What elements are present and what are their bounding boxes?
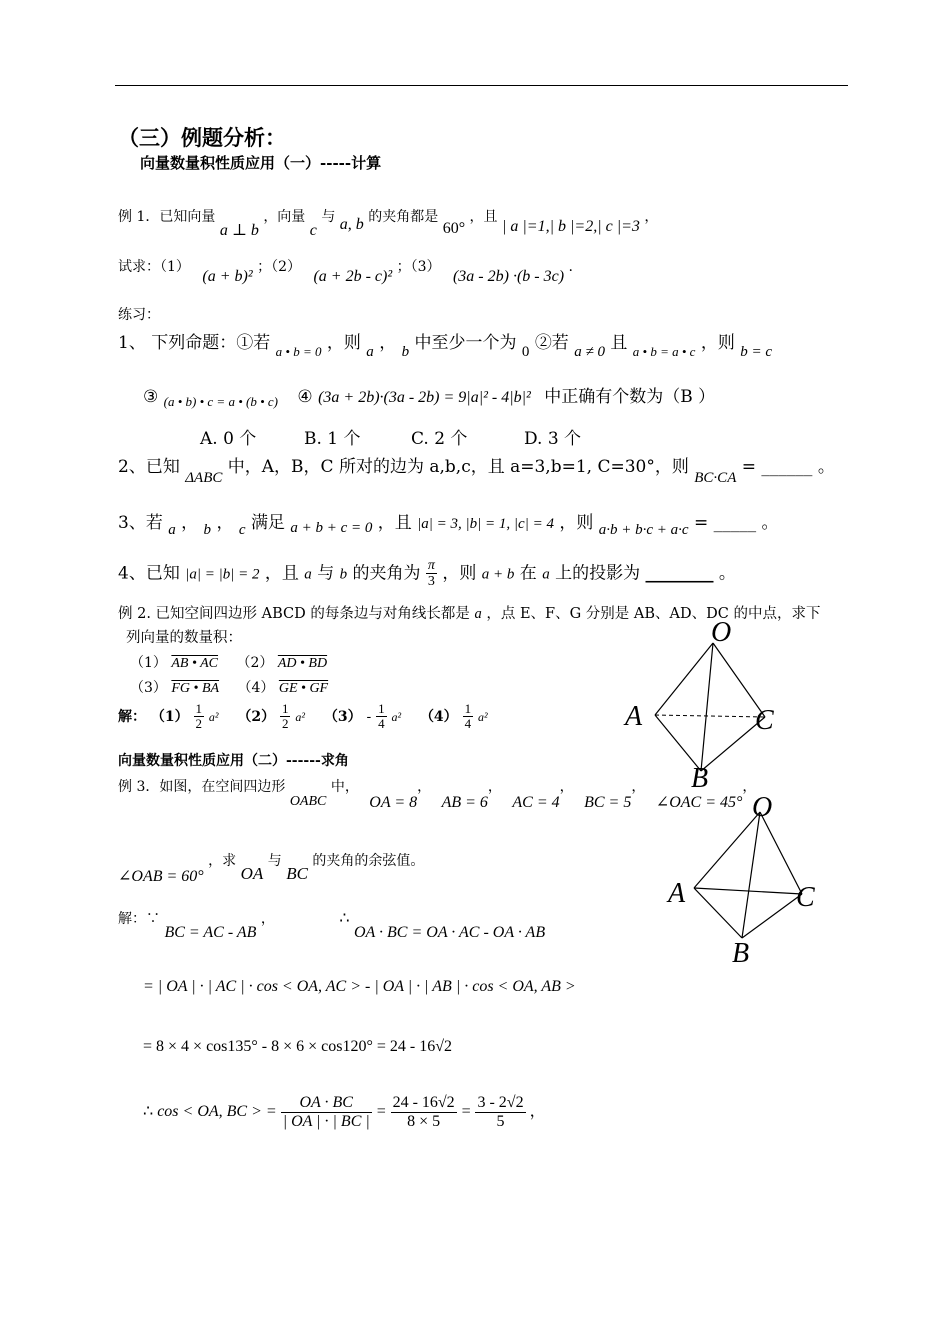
expr-sum-zero: a + b + c = 0 xyxy=(290,520,373,536)
expr-dot-sum: a·b + b·c + a·c xyxy=(598,522,689,538)
text: ②若 xyxy=(534,333,569,353)
magnitudes: |a| = 3, |b| = 1, |c| = 4 xyxy=(417,516,554,532)
text: 满足 xyxy=(250,513,285,533)
text: ；（2） xyxy=(257,259,301,275)
choice-b: B. 1 个 xyxy=(304,429,361,449)
perp-expr: a ⊥ b xyxy=(219,222,259,239)
minus-sign: - xyxy=(366,708,372,725)
numerator: 24 - 16√2 xyxy=(392,1094,455,1111)
text: ，且 xyxy=(264,563,299,584)
vector-sum: a + b xyxy=(481,566,515,583)
practice-1-line-2 xyxy=(143,382,715,407)
text: 试求：（1） xyxy=(118,259,190,275)
expr-fg-ba: FG • BA xyxy=(171,681,220,696)
tetrahedron-figure-2 xyxy=(660,790,840,970)
a-squared: a² xyxy=(208,709,219,724)
fraction-dot-over-mags xyxy=(281,1094,372,1130)
equals: = xyxy=(460,1102,472,1120)
header-rule xyxy=(115,85,848,86)
expr-ab-eq-ac: a • b = a • c xyxy=(632,344,696,359)
eq-bc-decomp: BC = AC - AB xyxy=(164,924,257,941)
practice-1-line-1 xyxy=(118,328,773,360)
label-b: B xyxy=(691,763,709,794)
example-3-line-2 xyxy=(118,850,425,885)
practice-3 xyxy=(118,508,779,538)
expr-difference: (3a + 2b)·(3a - 2b) = 9|a|² - 4|b|² xyxy=(318,389,531,406)
a-squared: a² xyxy=(477,709,488,724)
text: 的夹角的余弦值。 xyxy=(312,853,425,869)
magnitudes: | a |=1,| b |=2,| c |=3 xyxy=(502,218,640,235)
text: ， xyxy=(529,1102,546,1120)
subsection-title-1: 向量数量积性质应用（一）-----计算 xyxy=(140,154,382,172)
ac-length: AC = 4 xyxy=(512,794,560,811)
text: 中，A，B，C 所对的边为 a,b,c，且 a=3,b=1, C=30°，则 xyxy=(227,457,689,477)
question-2-expr: (a + 2b - c)² xyxy=(313,268,393,285)
label-a: A xyxy=(625,701,643,732)
numerator: 1 xyxy=(378,701,385,716)
vectors-ab: a, b xyxy=(339,216,364,233)
numerator: OA · BC xyxy=(281,1094,372,1113)
answer-blank: ________ xyxy=(645,563,714,584)
magnitude-condition: |a| = |b| = 2 xyxy=(185,566,260,583)
text: ，且 xyxy=(469,209,498,225)
text: ， xyxy=(487,779,502,795)
vector-b: b xyxy=(339,566,348,583)
text: 。 xyxy=(718,563,736,584)
text: ， xyxy=(216,513,234,533)
text: 例 3．如图，在空间四边形 xyxy=(118,779,286,795)
label-o: O xyxy=(711,617,732,648)
variable-a: a xyxy=(474,606,482,622)
fraction-half xyxy=(280,702,291,732)
practice-label: 练习： xyxy=(118,307,160,323)
label-a: A xyxy=(668,878,686,909)
text: ；（3） xyxy=(396,259,441,275)
fraction-pi-over-3 xyxy=(426,558,437,590)
fraction-quarter xyxy=(376,702,387,732)
example-1-questions xyxy=(118,256,573,285)
text: ，则 xyxy=(559,513,594,533)
expr-ad-bd: AD • BD xyxy=(277,656,328,671)
text: ， xyxy=(260,911,275,927)
text: ， xyxy=(379,333,397,353)
text: （2） xyxy=(237,708,276,725)
text: （2） xyxy=(236,655,274,671)
text: 。 xyxy=(817,457,835,477)
text: （3） xyxy=(130,680,167,696)
answer-blank: _____ xyxy=(713,513,757,533)
text: ，求 xyxy=(208,853,237,869)
angle-oac: ∠OAC = 45° xyxy=(655,794,743,811)
practice-4 xyxy=(118,558,736,590)
text: 中至少一个为 xyxy=(414,333,517,353)
numerator: 1 xyxy=(281,701,289,716)
text: 例 2. 已知空间四边形 ABCD 的每条边与对角线长都是 xyxy=(118,606,470,622)
text: 4、已知 xyxy=(118,563,180,584)
solution-3-line-2: = | OA | · | AC | · cos < OA, AC > - | OA | · | AB | · cos < OA, AB > xyxy=(143,978,576,995)
text: 的夹角都是 xyxy=(368,209,439,225)
text: ，向量 xyxy=(263,209,306,225)
denominator: 8 × 5 xyxy=(407,1112,441,1130)
solution-3-line-1 xyxy=(118,908,546,941)
vector-a: a xyxy=(366,344,374,360)
triangle-abc: ΔABC xyxy=(185,470,223,486)
denominator: 3 xyxy=(427,574,435,590)
text: 3、若 xyxy=(118,513,163,533)
text: ， xyxy=(181,513,199,533)
a-squared: a² xyxy=(391,709,402,724)
eq-dot-expansion: OA · BC = OA · AC - OA · AB xyxy=(353,924,546,941)
angle-oab: ∠OAB = 60° xyxy=(118,868,204,885)
example-1-line xyxy=(118,206,659,239)
text: ， xyxy=(631,779,646,795)
denominator: 4 xyxy=(378,716,385,732)
fraction-simplified xyxy=(475,1094,525,1130)
text: ， xyxy=(559,779,574,795)
quad-oabc: OABC xyxy=(289,794,327,809)
choice-a: A. 0 个 xyxy=(200,429,257,449)
therefore-symbol: ∴ xyxy=(339,908,350,927)
text: 。 xyxy=(761,513,779,533)
solution-3-line-4 xyxy=(143,1094,546,1130)
denominator: 5 xyxy=(496,1112,505,1130)
text: 2、已知 xyxy=(118,457,180,477)
numerator: 1 xyxy=(195,701,202,716)
text: （1） xyxy=(150,708,189,725)
zero: 0 xyxy=(521,344,530,360)
numerator: π xyxy=(427,558,435,573)
denominator: 2 xyxy=(195,716,202,732)
expr-ab-ac: AB • AC xyxy=(171,656,219,671)
choice-d: D. 3 个 xyxy=(524,429,582,449)
equals: = xyxy=(375,1102,387,1120)
vector-b: b xyxy=(203,522,212,538)
text: = xyxy=(693,513,709,533)
solution-label: 解：∵ xyxy=(118,911,160,927)
section-title: （三）例题分析： xyxy=(118,125,286,150)
vector-c: c xyxy=(309,222,317,239)
example-2-line-2: 列向量的数量积： xyxy=(126,630,242,646)
example-2-questions-row-1 xyxy=(130,652,327,672)
vector-oa: OA xyxy=(240,864,264,883)
text: 1、 下列命题：①若 xyxy=(118,333,271,353)
expr-a-nonzero: a ≠ 0 xyxy=(574,344,605,360)
vector-b: b xyxy=(401,344,410,360)
expr-b-eq-c: b = c xyxy=(740,344,773,360)
solution-3-line-3: = 8 × 4 × cos135° - 8 × 6 × cos120° = 24 - 16√2 xyxy=(143,1038,453,1055)
angle-value: 60° xyxy=(442,220,466,237)
text: ，则 xyxy=(700,333,735,353)
expr-associative: (a • b) • c = a • (b • c) xyxy=(163,394,278,409)
expr-ab-zero: a • b = 0 xyxy=(275,344,322,359)
example-2-solution xyxy=(118,702,488,732)
fraction-numeric xyxy=(391,1094,457,1130)
denominator: 4 xyxy=(464,716,472,732)
text: （1） xyxy=(130,655,167,671)
text: 与 xyxy=(267,853,282,869)
text: ，点 E、F、G 分别是 AB、AD、DC 的中点，求下 xyxy=(486,606,821,622)
practice-2 xyxy=(118,452,835,486)
question-3-expr: (3a - 2b) ·(b - 3c) xyxy=(452,268,565,285)
text: ，且 xyxy=(377,513,412,533)
example-2-questions-row-2 xyxy=(130,677,328,697)
label-o: O xyxy=(752,792,773,823)
bc-length: BC = 5 xyxy=(584,794,632,811)
vector-a: a xyxy=(542,566,550,583)
label-b: B xyxy=(732,938,750,969)
expr-ge-gf: GE • GF xyxy=(278,681,329,696)
choice-c: C. 2 个 xyxy=(411,429,468,449)
text: 上的投影为 xyxy=(555,563,641,584)
denominator: 2 xyxy=(281,716,289,732)
label-c: C xyxy=(755,705,774,736)
text: ， xyxy=(742,779,757,795)
denominator: | OA | · | BC | xyxy=(282,1112,370,1130)
text: ③ xyxy=(143,387,159,407)
text: （3） xyxy=(323,708,362,725)
fraction-half xyxy=(194,702,205,732)
a-squared: a² xyxy=(295,709,305,724)
text: 例 1．已知向量 xyxy=(118,209,216,225)
text: 与 xyxy=(317,563,335,584)
vector-a: a xyxy=(304,566,312,583)
vector-a: a xyxy=(168,522,176,538)
text: 中正确有个数为（B ） xyxy=(544,387,716,407)
text: 中， xyxy=(330,779,359,795)
text: 的夹角为 xyxy=(352,563,421,584)
text: （4） xyxy=(419,708,458,725)
text: ④ xyxy=(297,387,313,407)
text: ，则 xyxy=(442,563,477,584)
text: 与 xyxy=(321,209,336,225)
text: 且 xyxy=(610,333,628,353)
tetrahedron-figure-1 xyxy=(615,615,795,795)
label-c: C xyxy=(796,882,815,913)
numerator: 3 - 2√2 xyxy=(477,1094,524,1111)
text: ， xyxy=(417,779,432,795)
question-1-expr: (a + b)² xyxy=(202,268,253,285)
answer-blank: ______ xyxy=(761,457,813,477)
therefore-symbol: ∴ xyxy=(143,1102,154,1120)
text: ， xyxy=(644,209,659,225)
solution-label: 解： xyxy=(118,708,146,725)
text: （4） xyxy=(237,680,275,696)
oa-length: OA = 8 xyxy=(369,794,418,811)
subsection-title-2: 向量数量积性质应用（二）------求角 xyxy=(118,753,349,769)
numerator: 1 xyxy=(464,701,472,716)
text: . xyxy=(568,259,573,275)
expr-bc-ca: BC·CA xyxy=(694,470,737,486)
text: = xyxy=(741,457,757,477)
ab-length: AB = 6 xyxy=(441,794,488,811)
cos-lhs: cos < OA, BC > = xyxy=(157,1102,277,1120)
text: ，则 xyxy=(326,333,361,353)
vector-c: c xyxy=(238,522,246,538)
vector-bc: BC xyxy=(286,864,308,883)
fraction-quarter xyxy=(463,702,474,732)
text: 在 xyxy=(519,563,537,584)
